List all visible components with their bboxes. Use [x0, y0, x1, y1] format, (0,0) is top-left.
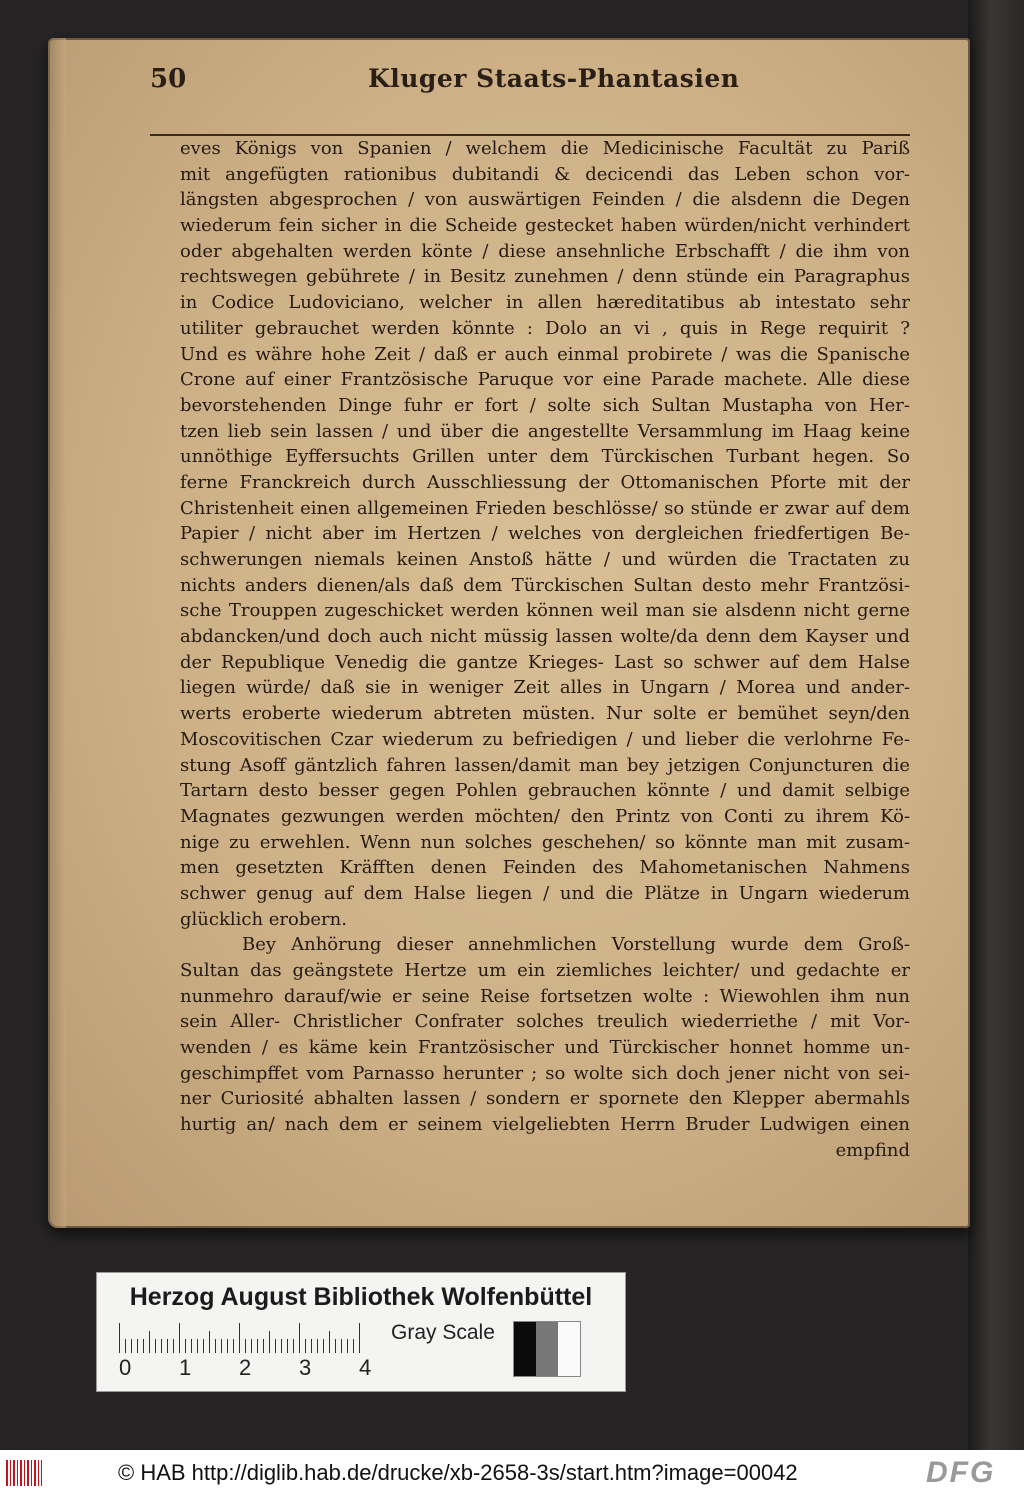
dfg-logo: DFG [926, 1456, 996, 1489]
text-line: sein Aller- Christlicher Confrater solches treulich wiederriethe / mit Vor- [180, 1011, 910, 1033]
ruler-tick [275, 1339, 276, 1353]
gray-scale-label: Gray Scale [391, 1321, 495, 1344]
text-line: der Republique Venedig die gantze Krieges- Last so schwer auf dem Halse [180, 651, 910, 673]
ruler-tick [317, 1339, 318, 1353]
ruler-tick [263, 1339, 264, 1353]
ruler-tick [299, 1323, 300, 1353]
ruler-tick [155, 1339, 156, 1353]
ruler-tick [239, 1323, 240, 1353]
ruler-tick [305, 1339, 306, 1353]
ruler-tick [137, 1339, 138, 1353]
library-label-card [96, 1272, 626, 1392]
text-line: men gesetzten Kräfften denen Feinden des Mahometanischen Nahmens [180, 857, 910, 879]
library-name: Herzog August Bibliothek Wolfenbüttel [129, 1283, 593, 1311]
hab-barcode-icon [6, 1460, 42, 1486]
text-line: Bey Anhörung dieser annehmlichen Vorstellung wurde dem Groß- [242, 934, 910, 956]
text-line: nunmehro darauf/wie er seine Reise fortsetzen wolte : Wiewohlen ihm nun [180, 985, 910, 1007]
swatch-gray [536, 1322, 558, 1376]
ruler-label: 3 [299, 1355, 312, 1380]
copyright-url[interactable]: © HAB http://diglib.hab.de/drucke/xb-2658-3s/start.htm?image=00042 [118, 1460, 798, 1485]
text-line: ner Curiosité abhalten lassen / sondern er spornete den Klepper abermahls [180, 1088, 910, 1110]
body-text [180, 136, 910, 1164]
swatch-white [558, 1322, 580, 1376]
ruler-tick [293, 1339, 294, 1353]
ruler-label: 2 [239, 1355, 252, 1380]
gray-scale-swatches [513, 1321, 581, 1377]
text-line: glücklich erobern. [180, 908, 347, 930]
text-line: Sultan das geängstete Hertze um ein ziemliches leichter/ und gedachte er [180, 960, 910, 981]
text-line: utiliter gebrauchet werden könnte : Dolo an vi , quis in Rege requirit ? [180, 317, 910, 339]
ruler-tick [281, 1339, 282, 1353]
text-line: werts eroberte wiederum abtreten müsten. Nur solte er bemühet seyn/den [180, 703, 910, 725]
text-line: Papier / nicht aber im Hertzen / welches von dergleichen friedfertigen Be- [180, 523, 910, 545]
ruler-tick [173, 1339, 174, 1353]
text-line: oder abgehalten werden könte / diese ansehnliche Erbschafft / die ihm von [180, 240, 910, 262]
ruler-tick [233, 1339, 234, 1353]
text-line: wiederum fein sicher in die Scheide gestecket haben würden/nicht verhindert [180, 215, 910, 237]
ruler-tick [359, 1323, 360, 1353]
text-line: Und es währe hohe Zeit / daß er auch einmal probirete / was die Spanische [180, 343, 910, 365]
running-head [150, 64, 910, 94]
text-line: nige zu erwehlen. Wenn nun solches geschehen/ so könnte man mit zusam- [180, 831, 910, 853]
scale-ruler [119, 1319, 379, 1353]
text-line: tzen lieb sein lassen / und über die angestellte Versammlung im Haag keine [180, 420, 910, 442]
ruler-tick [245, 1339, 246, 1353]
ruler-tick [179, 1323, 180, 1353]
page-number: 50 [150, 64, 187, 94]
text-line: liegen würde/ daß sie in weniger Zeit alles in Ungarn / Morea und ander- [180, 677, 910, 699]
running-title: Kluger Staats-Phantasien [368, 64, 740, 93]
text-line: eves Königs von Spanien / welchem die Medicinische Facultät zu Pariß [180, 138, 910, 159]
text-line: bevorstehenden Dinge fuhr er fort / solte sich Sultan Mustapha von Her- [180, 394, 910, 416]
ruler-tick [191, 1339, 192, 1353]
text-line: in Codice Ludoviciano, welcher in allen hæreditatibus ab intestato sehr [180, 292, 910, 314]
text-line: Tartarn desto besser gegen Pohlen gebrauchen könnte / und damit selbige [180, 780, 910, 802]
ruler-tick [149, 1331, 150, 1353]
ruler-tick [209, 1331, 210, 1353]
text-line: hurtig an/ nach dem er seinem vielgeliebten Herrn Bruder Ludwigen einen [180, 1114, 910, 1136]
text-line: abdancken/und doch auch nicht müssig lassen wolte/da denn dem Kayser und [180, 626, 910, 648]
ruler-tick [251, 1339, 252, 1353]
text-line: empfind [835, 1139, 910, 1161]
ruler-tick [347, 1339, 348, 1353]
ruler-tick [329, 1331, 330, 1353]
text-line: längsten abgesprochen / von auswärtigen Feinden / die alsdenn die Degen [180, 189, 910, 211]
text-line: schwerungen niemals keinen Anstoß hätte / und würden die Tractaten zu [180, 549, 910, 570]
ruler-tick [335, 1339, 336, 1353]
text-line: nichts anders dienen/als daß dem Türckischen Sultan desto mehr Frantzösi- [180, 574, 910, 596]
ruler-tick [167, 1339, 168, 1353]
ruler-tick [269, 1331, 270, 1353]
ruler-tick [221, 1339, 222, 1353]
ruler-tick [341, 1339, 342, 1353]
ruler-tick [197, 1339, 198, 1353]
ruler-tick [131, 1339, 132, 1353]
ruler-tick [125, 1339, 126, 1353]
text-line: wenden / es käme kein Frantzösischer und Türckischer honnet homme un- [180, 1037, 910, 1059]
ruler-tick [353, 1339, 354, 1353]
text-line: Moscovitischen Czar wiederum zu befriedigen / und lieber die verlohrne Fe- [180, 728, 910, 750]
text-line: Magnates gezwungen werden möchten/ den Printz von Conti zu ihrem Kö- [180, 805, 910, 827]
text-line: rechtswegen gebührete / in Besitz zunehmen / denn stünde ein Paragraphus [180, 266, 910, 288]
footer-bar [0, 1450, 1024, 1496]
ruler-tick [257, 1339, 258, 1353]
ruler-label: 4 [359, 1355, 372, 1380]
ruler-tick [161, 1339, 162, 1353]
ruler-tick [287, 1339, 288, 1353]
ruler-tick [185, 1339, 186, 1353]
text-line: Crone auf einer Frantzösische Paruque vor eine Parade machete. Alle diese [180, 369, 910, 391]
ruler-label: 1 [179, 1355, 192, 1380]
text-line: unnöthige Eyffersuchts Grillen unter dem Türckischen Turbant hegen. So [180, 446, 910, 468]
ruler-label: 0 [119, 1355, 132, 1380]
text-line: geschimpffet vom Parnasso herunter ; so wolte sich doch jener nicht von sei- [180, 1062, 910, 1084]
ruler-tick [119, 1323, 120, 1353]
text-line: schwer genug auf dem Halse liegen / und die Plätze in Ungarn wiederum [180, 882, 910, 904]
ruler-tick [143, 1339, 144, 1353]
text-line: stung Asoff gäntzlich fahren lassen/damit man bey jetzigen Conjuncturen die [180, 754, 910, 776]
text-line: mit angefügten rationibus dubitandi & decicendi das Leben schon vor- [180, 163, 910, 185]
text-line: Christenheit einen allgemeinen Frieden beschlösse/ so stünde er zwar auf dem [180, 497, 910, 519]
ruler-tick [227, 1339, 228, 1353]
ruler-tick [203, 1339, 204, 1353]
book-binding-edge [968, 0, 1024, 1450]
ruler-labels [119, 1355, 419, 1383]
text-line: ferne Franckreich durch Ausschliessung der Ottomanischen Pforte mit der [180, 471, 910, 493]
swatch-black [514, 1322, 536, 1376]
text-line: sche Trouppen zugeschicket werden können weil man sie alsdenn nicht gerne [180, 600, 910, 622]
ruler-tick [215, 1339, 216, 1353]
ruler-tick [311, 1339, 312, 1353]
ruler-tick [323, 1339, 324, 1353]
